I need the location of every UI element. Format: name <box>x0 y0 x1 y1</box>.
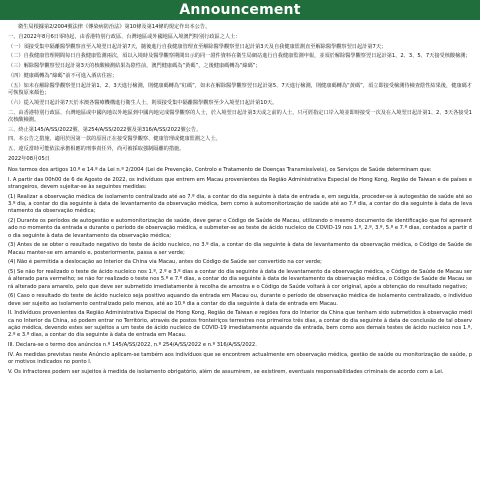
zh-item: 一、自2022年8月6日零時起，由香港特別行政區、台灣地區或外國地區入境澳門特別行政區之人士： <box>8 33 241 40</box>
zh-item: 二、由香港特別行政區、台灣地區或中國內地以外地區到中國內地完成醫學觀察的人士，於入境翌日起計第3天或之前的人士，只可經指定口岸入境並即時接受一次及在入境翌日起計第1、2、3天各接受1次核酸檢測。 <box>8 109 472 123</box>
zh-item: 四、本公告之措施，適用於因第一款的原因正在接受醫學觀察、健康管理或健康監測之人士。 <box>8 136 221 143</box>
zh-item: （六）從入境翌日起計第7天於本澳各醫療機構進行衛生人士，則須接受集中隔離醫學觀察至少入境翌日起計第10天。 <box>8 99 278 106</box>
pt-paragraph: (1) Realizar a observação médica de isolamento centralizado até ao 7.º dia, a contar do dia seguinte à data de entrada e, em seguida, proceder-se à autogestão de saúde até ao 3.º dia, a contar do dia seguinte à data de levantamento da observação médica, bem como à automonitorização de saúde até ao 7.º dia, a contar do dia seguinte à data de levantamento da observação médica; <box>8 193 472 215</box>
zh-date: 2022年08月05日 <box>8 155 50 162</box>
zh-intro: 衛生局根據第2/2004號法律《傳染病防治法》第10條及第14條的規定作出本公告。 <box>18 24 211 30</box>
pt-paragraph: I. A partir das 00h00 de 6 de Agosto de 2022, os indivíduos que entrem em Macau provenientes da Região Administrativa Especial de Hong Kong, Região de Taiwan e de países estrangeiros, devem sujeitar-se às seguintes medidas: <box>8 176 472 191</box>
pt-paragraph: (3) Antes de se obter o resultado negativo do teste de ácido nucleico, no 3.º dia, a contar do dia seguinte à data de levantamento da observação médica, o Código de Saúde de Macau manter-se em amarelo e, posteriormente, passa a ser verde; <box>8 242 472 256</box>
pt-paragraph: (6) Caso o resultado do teste de ácido nucleico seja positivo aquando da entrada em Macau ou, durante o período de observação médica de isolamento centralizado, o indivíduo deve ser sujeito ao isolamento centralizado pelo menos, até ao 10.º dia a contar do dia seguinte à data de entrada em Macau. <box>8 293 472 307</box>
portuguese-section <box>8 167 472 376</box>
pt-paragraph: (4) Não é permitida a deslocação ao Interior da China via Macau, antes do Código de Saúde ser convertido na cor verde; <box>8 259 322 266</box>
zh-item: 五、違反當時可能依法承擔相應的刑事責任外，尚可被採取強制隔離的措施。 <box>8 146 185 153</box>
zh-item: （三）解除醫學觀察翌日起計第3天的核酸檢測結果為陰性前，澳門健康碼為“黃碼”，之後健康碼轉為“綠碼”； <box>8 63 261 70</box>
pt-paragraph: III. Declara-se o termo dos anúncios n.º 145/A/SS/2022, n.º 254/A/SS/2022 e n.º 316/A/SS/2022. <box>8 341 257 348</box>
zh-item: （一）須接受集中隔離醫學觀察直至入境翌日起計第7天，隨後進行自我健康管理直至解除醫學觀察翌日起計第3天及自我健康監測直至解除醫學觀察翌日起計第7天； <box>8 43 387 50</box>
zh-item: （四）健康碼轉為“綠碼”前不可進入酒店住宿； <box>8 72 118 79</box>
zh-item: 三、終止第145/A/SS/2022號、第254/A/SS/2022號及第316/A/SS/2022號公告。 <box>8 126 202 133</box>
pt-paragraph: (2) Durante os períodos de autogestão e automonitorização de saúde, deve gerar o Código de Saúde de Macau, utilizando o mesmo documento de identificação que foi apresentado no momento da entrada e durante o período de observação médica, e submeter-se ao teste de ácido nucleico de COVID-19 nos 1.º, 2.º, 3.º, 5.º e 7.º dias, contados a partir do dia seguinte à data de levantamento da observação médica; <box>8 218 472 239</box>
pt-paragraph: V. Os infractores podem ser sujeitos à medida de isolamento obrigatório, além de assumirem, se existirem, eventuais responsabilidades criminais de acordo com a Lei. <box>8 368 444 375</box>
announcement-title: Announcement <box>179 2 301 18</box>
announcement-body <box>0 20 480 376</box>
zh-item: （五）如未在解除醫學觀察翌日起計第1、2、3天進行檢測，則健康碼轉為“紅碼”，如未在解除醫學觀察翌日起計第5、7天進行檢測，則健康碼轉為“黃碼”，須立即接受檢測待檢查陰性結果後，健康碼才可恢復原來顏色； <box>8 82 472 96</box>
pt-paragraph: (5) Se não for realizado o teste de ácido nucleico nos 1.º, 2.º e 3.º dias a contar do dia seguinte à data de levantamento da observação médica, o Código de Saúde de Macau será alterado para vermelho; se não for realizado o teste nos 5.º e 7.º dias, a contar do dia seguinte à data de levantamento da observação médica, o Código de Saúde de Macau será alterado para amarelo, pelo que deve ser submetido imediatamente à recolha de amostra e o Código de Saúde voltará à cor original, após a obtenção do resultado negativo; <box>8 269 472 290</box>
zh-item: （二）自我健康管理期間每日自我健康監測兩次，須以入境時及醫學觀察期間出示的同一證件資料在衛生局網站進行自我健康監測申報，並須於解除醫學觀察翌日起計第1、2、3、5、7天接受核酸檢測； <box>8 53 471 60</box>
chinese-section <box>8 24 472 163</box>
pt-intro: Nos termos dos artigos 10.º e 14.º da Lei n.º 2/2004 (Lei de Prevenção, Controlo e Tratamento de Doenças Transmissíveis), os Serviços de Saúde determinam que: <box>8 167 432 174</box>
pt-paragraph: II. Indivíduos provenientes da Região Administrativa Especial de Hong Kong, Região de Taiwan e regiões fora do Interior da China que tenham sido submetidos à observação médica no Interior da China, só podem entrar no Território, através de postos fronteiriços terrestres nos primeiros três dias, a contar do dia seguinte à data de conclusão de tal observação médica, devendo estes ser sujeitos a um teste de ácido nucleico de COVID-19 imediatamente aquando da entrada, bem como aos demais testes de ácido nucleico nos 1.º, 2.º e 3.º dias, a contar do dia seguinte à data de entrada em Macau. <box>8 310 472 338</box>
announcement-header <box>0 0 480 20</box>
pt-paragraph: IV. As medidas previstas neste Anúncio aplicam-se também aos indivíduos que se encontrem actualmente em observação médica, gestão de saúde ou monitorização de saúde, por motivos indicados no ponto I. <box>8 351 472 365</box>
